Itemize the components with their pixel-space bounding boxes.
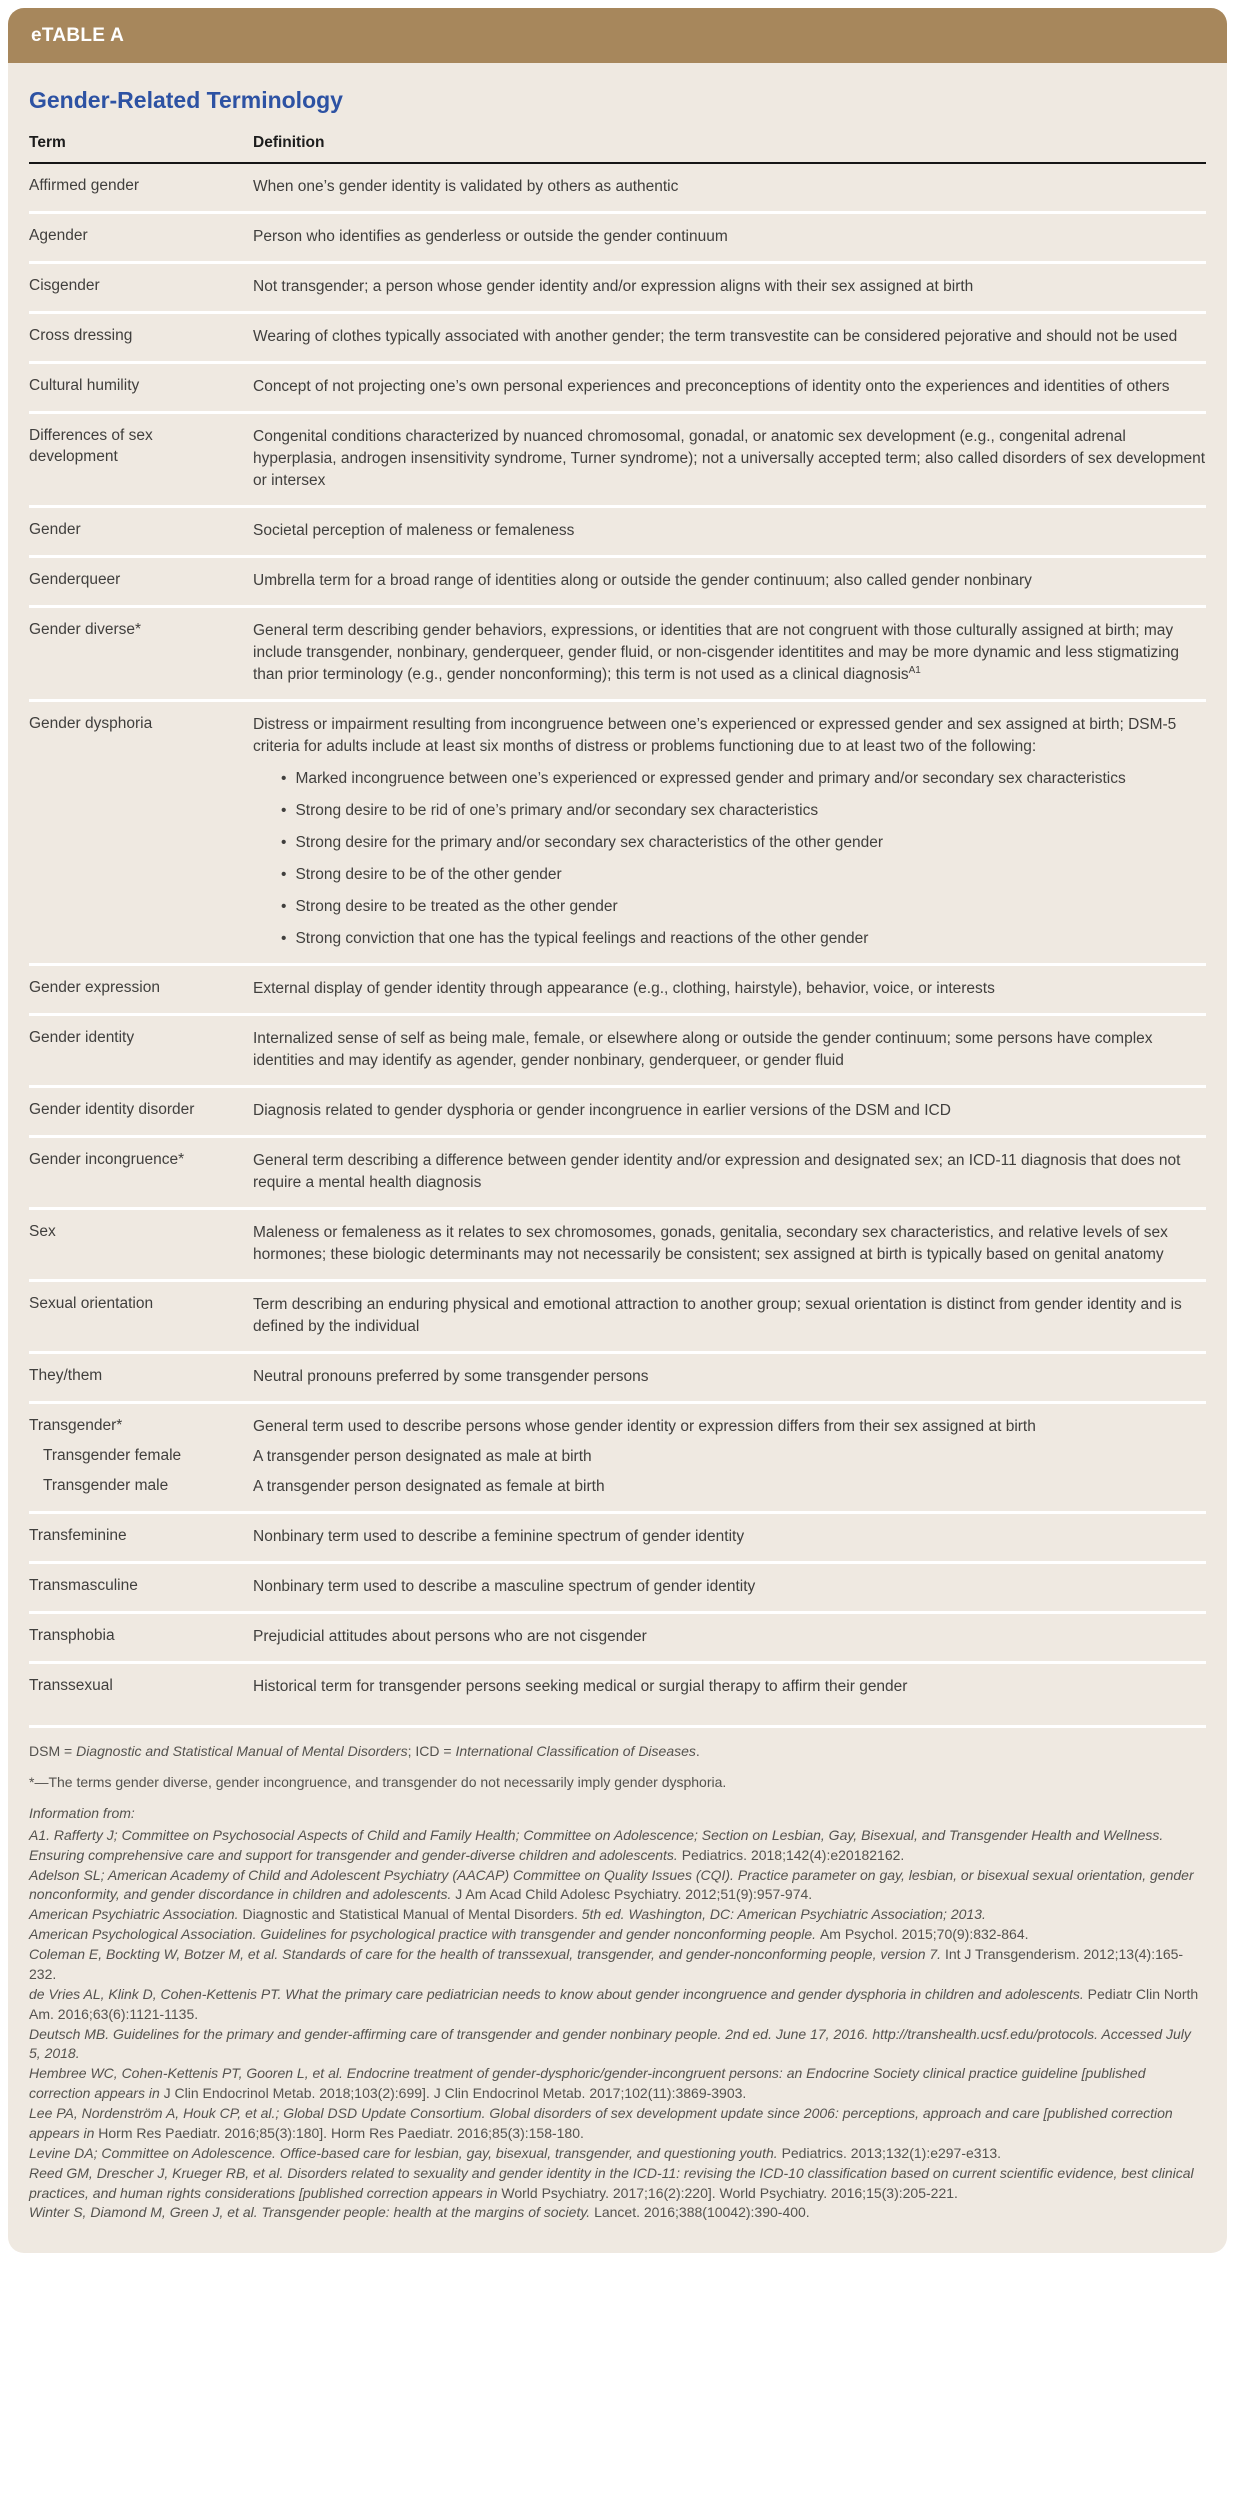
reference-item: [29, 2025, 1206, 2065]
term-cell: Genderqueer: [29, 571, 121, 588]
definition-text: Wearing of clothes typically associated with another gender; the term transvestite can be considered pejorative and should not be used: [253, 328, 1178, 345]
definition-cell: [253, 276, 1206, 298]
asterisk-note: *—The terms gender diverse, gender incongruence, and transgender do not necessarily imply gender dysphoria.: [29, 1774, 727, 1791]
bullet-text: Strong desire to be treated as the other gender: [295, 898, 618, 916]
definition-cell: [253, 520, 1206, 542]
roman-text: Lancet. 2016;388(10042):390-400.: [594, 2204, 810, 2221]
table-row: [29, 1085, 1206, 1135]
table-row: [29, 605, 1206, 699]
italic-text: Diagnostic and Statistical Manual of Mental Disorders: [76, 1743, 408, 1760]
italic-text: A1. Rafferty J; Committee on Psychosocial Aspects of Child and Family Health; Committee on Adolescence; Section on Lesbian, Gay, Bisexual, and Transgender Health and Wellness. Ensuring comprehensive care and support for transgender and gender-diverse children and adolescents.: [29, 1826, 1164, 1863]
italic-text: 5th ed. Washington, DC: American Psychiatric Association; 2013.: [581, 1906, 986, 1923]
etable-label: eTABLE A: [31, 25, 125, 46]
roman-text: Diagnostic and Statistical Manual of Mental Disorders.: [242, 1906, 582, 1923]
definition-cell: [253, 1576, 1206, 1598]
bullet-text: Strong desire to be of the other gender: [295, 866, 562, 884]
definition-cell: [253, 1222, 1206, 1266]
roman-text: Int J Transgenderism. 2012;13(4):165-232.: [29, 1946, 1184, 1982]
bullet-text: Strong desire for the primary and/or secondary sex characteristics of the other gender: [295, 834, 884, 852]
etable-body: [8, 63, 1227, 2253]
bullet-text: Strong desire to be rid of one’s primary and/or secondary sex characteristics: [295, 802, 819, 820]
italic-text: Coleman E, Bockting W, Botzer M, et al. Standards of care for the health of transsexual, transgender, and gender-nonconforming people, version 7.: [29, 1946, 945, 1963]
table-row: [29, 261, 1206, 311]
term-cell: Gender expression: [29, 979, 160, 997]
definition-cell: [253, 1100, 1206, 1122]
table-row: [29, 699, 1206, 963]
definition-text: Umbrella term for a broad range of identities along or outside the gender continuum; also called gender nonbinary: [253, 572, 1032, 589]
reference-item: [29, 2104, 1206, 2144]
reference-item: [29, 1925, 1206, 1945]
italic-text: Deutsch MB. Guidelines for the primary and gender-affirming care of transgender and gender nonbinary people. 2nd ed. June 17, 2016. http://transhealth.ucsf.edu/protocols. Accessed July 5, 2018.: [29, 2025, 1191, 2062]
term-cell: Transsexual: [29, 1677, 113, 1695]
table-row: [29, 1511, 1206, 1561]
bullet-text: Strong conviction that one has the typical feelings and reactions of the other gender: [295, 930, 869, 948]
table-row: [29, 505, 1206, 555]
definition-text: Concept of not projecting one’s own personal experiences and preconceptions of identity onto the experiences and identities of others: [253, 378, 1170, 395]
table-row: [29, 963, 1206, 1013]
table-row: [29, 1561, 1206, 1611]
bullet-icon: •: [281, 770, 287, 788]
term-cell: Gender identity disorder: [29, 1101, 195, 1119]
reference-list: [29, 1826, 1206, 2224]
definition-text: External display of gender identity through appearance (e.g., clothing, hairstyle), behavior, voice, or interests: [253, 980, 995, 998]
bullet-item: [281, 896, 1206, 918]
term-cell: Gender incongruence*: [29, 1151, 185, 1169]
bullet-icon: •: [281, 866, 287, 884]
table-row: [29, 311, 1206, 361]
table-subrow: [29, 1476, 1206, 1498]
definition-text: Congenital conditions characterized by nuanced chromosomal, gonadal, or anatomic sex development (e.g., congenital adrenal hyperplasia, androgen insensitivity syndrome, Turner syndrome); not a universally accepted term; also called disorders of sex development or intersex: [253, 428, 1206, 489]
definition-text: Diagnosis related to gender dysphoria or gender incongruence in earlier versions of the DSM and ICD: [253, 1102, 951, 1120]
definition-text: Societal perception of maleness or femaleness: [253, 522, 575, 539]
bullet-item: [281, 864, 1206, 886]
roman-text: World Psychiatry. 2017;16(2):220]. World Psychiatry. 2016;15(3):205-221.: [501, 2184, 958, 2201]
bullet-item: [281, 800, 1206, 822]
bullet-item: [281, 832, 1206, 854]
roman-text: .: [695, 1743, 700, 1760]
etable-header-bar: [8, 8, 1227, 63]
term-cell: Transgender*: [29, 1417, 123, 1435]
column-header-term: Term: [29, 134, 66, 151]
table-row-group: [29, 1401, 1206, 1511]
table-row: [29, 361, 1206, 411]
definition-cell: [253, 978, 1206, 1000]
definition-cell: General term used to describe persons whose gender identity or expression differs from their sex assigned at birth: [253, 1418, 1036, 1436]
definition-text: Prejudicial attitudes about persons who are not cisgender: [253, 1628, 647, 1646]
reference-item: [29, 2203, 1206, 2223]
bullet-list: [253, 768, 1206, 950]
definition-text: Nonbinary term used to describe a masculine spectrum of gender identity: [253, 1578, 756, 1596]
table-row: [29, 1207, 1206, 1279]
table-subrow: [29, 1416, 1206, 1438]
italic-text: American Psychological Association. Guidelines for psychological practice with transgender and gender nonconforming people.: [29, 1926, 820, 1943]
footnotes: [29, 1725, 1206, 2223]
table-row: [29, 1013, 1206, 1085]
etable-card: [8, 8, 1227, 2253]
italic-text: Adelson SL; American Academy of Child and Adolescent Psychiatry (AACAP) Committee on Quality Issues (CQI). Practice parameter on gay, lesbian, or bisexual sexual orientation, gender nonconformity, and gender discordance in children and adolescents.: [29, 1866, 1194, 1903]
term-cell: Agender: [29, 227, 88, 244]
table-row: [29, 1135, 1206, 1207]
definition-text: Nonbinary term used to describe a feminine spectrum of gender identity: [253, 1528, 745, 1546]
italic-text: de Vries AL, Klink D, Cohen-Kettenis PT. What the primary care pediatrician needs to know about gender incongruence and gender dysphoria in children and adolescents.: [29, 1985, 1088, 2002]
definition-cell: [253, 1526, 1206, 1548]
term-cell: Transphobia: [29, 1627, 115, 1645]
roman-text: Pediatrics. 2018;142(4):e20182162.: [681, 1846, 905, 1863]
term-cell: Transgender male: [43, 1477, 169, 1495]
table-row: [29, 1279, 1206, 1351]
definition-cell: [253, 1676, 1206, 1698]
bullet-icon: •: [281, 930, 287, 948]
definition-cell: [253, 226, 1206, 248]
table-row: [29, 1611, 1206, 1661]
definition-cell: [253, 570, 1206, 592]
italic-text: Lee PA, Nordenström A, Houk CP, et al.; Global DSD Update Consortium. Global disorders of sex development update since 2006: perceptions, approach and care [published correction appears in: [29, 2105, 1173, 2141]
table-title: Gender-Related Terminology: [29, 87, 343, 113]
roman-text: DSM =: [29, 1743, 77, 1760]
table-row: [29, 1661, 1206, 1711]
definition-cell: [253, 1626, 1206, 1648]
term-cell: They/them: [29, 1367, 103, 1385]
term-cell: Differences of sex development: [29, 427, 153, 465]
bullet-item: [281, 928, 1206, 950]
italic-text: American Psychiatric Association.: [29, 1906, 243, 1923]
table-row: [29, 411, 1206, 505]
italic-text: Hembree WC, Cohen-Kettenis PT, Gooren L, et al. Endocrine treatment of gender-dysphoric/gender-incongruent persons: an Endocrine Society clinical practice guideline [published correction appears in: [29, 2065, 1146, 2102]
reference-item: [29, 1905, 1206, 1925]
reference-item: [29, 2064, 1206, 2104]
term-cell: Transgender female: [43, 1447, 182, 1465]
definition-cell: [253, 1294, 1206, 1338]
bullet-icon: •: [281, 802, 287, 820]
reference-item: [29, 1826, 1206, 1866]
roman-text: Am Psychol. 2015;70(9):832-864.: [819, 1926, 1029, 1943]
definition-cell: [253, 1150, 1206, 1194]
term-cell: Sexual orientation: [29, 1295, 154, 1313]
bullet-item: [281, 768, 1206, 790]
definition-text: Distress or impairment resulting from incongruence between one’s experienced or expressed gender and sex assigned at birth; DSM-5 criteria for adults include at least six months of distress or problems functioning due to at least two of the following:: [253, 716, 1177, 756]
definition-text: General term describing a difference between gender identity and/or expression and designated sex; an ICD-11 diagnosis that does not require a mental health diagnosis: [253, 1152, 1181, 1192]
information-from-block: [29, 1804, 1206, 2223]
definition-text: Person who identifies as genderless or outside the gender continuum: [253, 228, 728, 245]
terminology-table-body: [29, 164, 1206, 1711]
reference-item: [29, 1945, 1206, 1985]
roman-text: Pediatrics. 2013;132(1):e297-e313.: [781, 2144, 1002, 2161]
table-row: [29, 555, 1206, 605]
column-header-definition: Definition: [253, 134, 325, 151]
reference-item: [29, 1985, 1206, 2025]
definition-text: When one’s gender identity is validated by others as authentic: [253, 178, 679, 195]
definition-cell: A transgender person designated as male at birth: [253, 1448, 592, 1466]
term-cell: Cisgender: [29, 277, 100, 294]
definition-cell: [253, 1366, 1206, 1388]
roman-text: J Am Acad Child Adolesc Psychiatry. 2012;51(9):957-974.: [455, 1886, 813, 1903]
term-cell: Affirmed gender: [29, 177, 139, 194]
term-cell: Gender diverse*: [29, 621, 142, 638]
roman-text: ; ICD =: [407, 1743, 456, 1760]
term-cell: Gender: [29, 521, 81, 538]
definition-text: Maleness or femaleness as it relates to sex chromosomes, gonads, genitalia, secondary sex characteristics, and relative levels of sex hormones; these biologic determinants may not necessarily be consistent; sex assigned at birth is typically based on genital anatomy: [253, 1224, 1168, 1264]
table-row: [29, 164, 1206, 211]
definition-cell: [253, 1028, 1206, 1072]
definition-text: Internalized sense of self as being male, female, or elsewhere along or outside the gender continuum; some persons have complex identities and may identify as agender, gender nonbinary, genderqueer, or gender fluid: [253, 1030, 1153, 1070]
reference-item: [29, 2164, 1206, 2204]
term-cell: Sex: [29, 1223, 56, 1241]
definition-cell: A transgender person designated as female at birth: [253, 1478, 605, 1496]
definition-cell: [253, 326, 1206, 348]
table-row: [29, 1351, 1206, 1401]
bullet-text: Marked incongruence between one’s experienced or expressed gender and primary and/or secondary sex characteristics: [295, 770, 1126, 788]
definition-text: Not transgender; a person whose gender identity and/or expression aligns with their sex assigned at birth: [253, 278, 974, 295]
definition-text: General term describing gender behaviors, expressions, or identities that are not congruent with those culturally assigned at birth; may include transgender, nonbinary, genderqueer, gender fluid, or non-cisgender identitites and may be more dynamic and less stigmatizing than prior terminology (e.g., gender nonconforming); this term is not used as a clinical diagnosis$^{A1}$: [253, 622, 1179, 684]
italic-text: Winter S, Diamond M, Green J, et al. Transgender people: health at the margins of society.: [29, 2204, 595, 2221]
definition-cell: [253, 620, 1206, 686]
term-cell: Gender dysphoria: [29, 715, 153, 733]
information-from-label: Information from:: [29, 1804, 135, 1821]
reference-superscript: A1: [908, 665, 921, 676]
reference-item: [29, 1866, 1206, 1906]
italic-text: Reed GM, Drescher J, Krueger RB, et al. Disorders related to sexuality and gender identity in the ICD-11: revising the ICD-10 classification based on current scientific evidence, best clinical practices, and human rights considerations [published correction appears in: [29, 2164, 1194, 2201]
term-cell: Cultural humility: [29, 377, 140, 394]
definition-cell: [253, 714, 1206, 950]
roman-text: Horm Res Paediatr. 2016;85(3):180]. Horm Res Paediatr. 2016;85(3):158-180.: [98, 2124, 584, 2141]
bullet-icon: •: [281, 834, 287, 852]
definition-cell: [253, 376, 1206, 398]
table-subrow: [29, 1446, 1206, 1468]
table-header-row: [29, 130, 1206, 164]
roman-text: J Clin Endocrinol Metab. 2018;103(2):699]. J Clin Endocrinol Metab. 2017;102(11):3869-3903.: [163, 2085, 747, 2102]
table-row: [29, 211, 1206, 261]
term-cell: Cross dressing: [29, 327, 133, 344]
reference-item: [29, 2144, 1206, 2164]
definition-cell: [253, 426, 1206, 492]
italic-text: Levine DA; Committee on Adolescence. Office-based care for lesbian, gay, bisexual, transgender, and questioning youth.: [29, 2144, 782, 2161]
term-cell: Transmasculine: [29, 1577, 138, 1595]
definition-text: Neutral pronouns preferred by some transgender persons: [253, 1368, 649, 1386]
term-cell: Gender identity: [29, 1029, 135, 1047]
bullet-icon: •: [281, 898, 287, 916]
definition-text: Historical term for transgender persons seeking medical or surgial therapy to affirm their gender: [253, 1678, 908, 1696]
definition-cell: [253, 176, 1206, 198]
roman-text: Pediatr Clin North Am. 2016;63(6):1121-1135.: [29, 1985, 1199, 2022]
abbreviation-note: [29, 1742, 1206, 1762]
definition-text: Term describing an enduring physical and emotional attraction to another group; sexual orientation is distinct from gender identity and is defined by the individual: [253, 1296, 1182, 1336]
italic-text: International Classification of Diseases: [455, 1743, 696, 1760]
term-cell: Transfeminine: [29, 1527, 127, 1545]
